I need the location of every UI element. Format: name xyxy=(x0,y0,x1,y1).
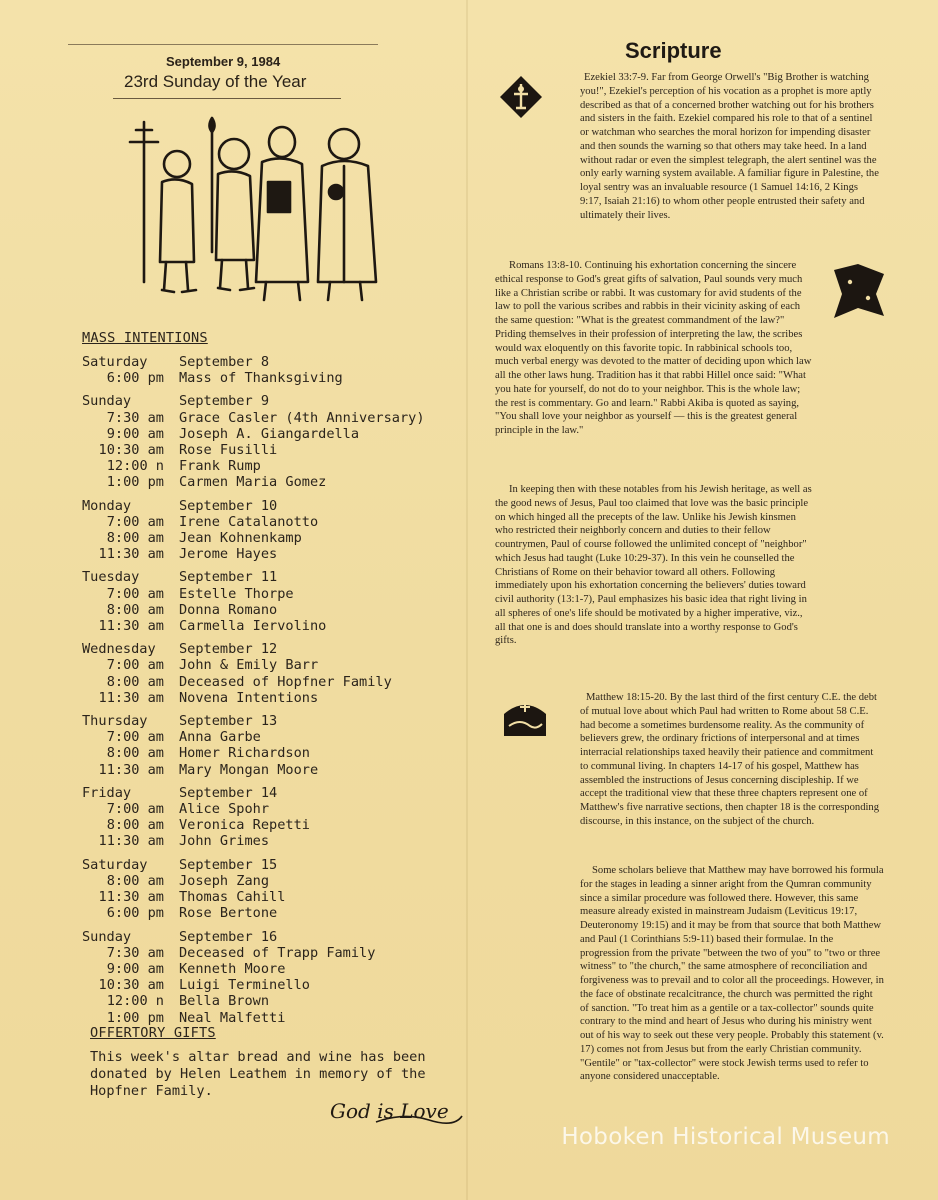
mass-time: 8:00 am xyxy=(106,817,164,834)
mass-intentions-title: MASS INTENTIONS xyxy=(82,330,208,346)
museum-watermark: Hoboken Historical Museum xyxy=(561,1124,890,1150)
scripture-ezekiel: Ezekiel 33:7-9. Far from George Orwell's "Big Brother is watching you!", Ezekiel's perception of his vocation as a prophet is more aptly described as that of a concerned brother watching out for his brothers and sisters in the faith. Ezekiel compared his role to that of a sentinel or watchman who searches the moral horizon for impending disaster and then sounds the warning so that others may take heed. In a land without radar or even the simplest telegraph, the alert sentinel was the only early warning system available. A familiar figure in Palestine, the loyal sentry was an invaluable resource (1 Samuel 14:16, 2 Kings 9:17, Isaiah 21:16) to whom other people entrusted their safety and ultimately their lives. xyxy=(580,72,879,221)
mass-time: 8:00 am xyxy=(106,601,164,618)
mass-time: 7:00 am xyxy=(106,657,164,674)
mass-intention: Mary Mongan Moore xyxy=(179,761,319,778)
scripture-matthew-continued: Some scholars believe that Matthew may have borrowed his formula for the stages in leading a sinner aright from the Qumran community since a similar procedure was followed there. However, this same measure already existed in mainstream Judaism (Leviticus 19:17, Deuteronomy 19:15) and it may be from that source that both Matthew and Paul (1 Corinthians 5:9-11) based their formulae. In the progression from the private "between the two of you" to "two or three witness" to "the church," the same atmosphere of reconciliation and forgiveness was to prevail and to color all the proceedings. However, in the face of obstinate recalcitrance, the church was permitted the right of sanction. "To treat him as a gentile or a tax-collector" sounds quite contrary to the mind and heart of Jesus who during his ministry went out of his way to seek out these very people. Probably this statement (v. 17) comes not from Jesus but from the early Christian community. "Gentile" or "tax-collector" were stock Jewish terms used to refer to anyone considered unacceptable. xyxy=(580,865,884,1083)
mass-intention: John & Emily Barr xyxy=(179,657,319,674)
day-date: September 12 xyxy=(179,641,278,658)
mass-intention: Novena Intentions xyxy=(179,689,319,706)
day-date: September 15 xyxy=(179,856,278,873)
day-date: September 9 xyxy=(179,393,270,410)
mass-intention: Rose Bertone xyxy=(179,905,278,922)
mass-time: 12:00 n xyxy=(106,993,164,1010)
tablets-of-law-icon xyxy=(830,260,888,322)
day-block xyxy=(82,569,462,634)
day-date: September 13 xyxy=(179,713,278,730)
procession-illustration xyxy=(122,112,390,308)
day-block xyxy=(82,857,462,922)
day-block xyxy=(82,354,462,386)
day-block xyxy=(82,785,462,850)
mass-time: 9:00 am xyxy=(106,960,164,977)
day-name: Wednesday xyxy=(82,641,156,658)
mass-time: 11:30 am xyxy=(98,889,164,906)
mass-intention: Estelle Thorpe xyxy=(179,585,294,602)
handshake-cross-icon xyxy=(500,696,550,742)
mass-intention: Rose Fusilli xyxy=(179,442,278,459)
mass-time: 10:30 am xyxy=(98,442,164,459)
mass-intention: Homer Richardson xyxy=(179,745,310,762)
mass-intention: Kenneth Moore xyxy=(179,960,286,977)
signature-flourish-icon xyxy=(374,1108,464,1128)
mass-time: 8:00 am xyxy=(106,530,164,547)
bulletin-date: September 9, 1984 xyxy=(166,54,281,69)
mass-intentions xyxy=(82,330,462,1033)
day-date: September 14 xyxy=(179,784,278,801)
mass-intention: John Grimes xyxy=(179,833,270,850)
mass-time: 7:30 am xyxy=(106,409,164,426)
day-name: Monday xyxy=(82,497,132,514)
offertory-gifts xyxy=(90,1025,460,1100)
mass-intention: Alice Spohr xyxy=(179,801,270,818)
mass-time: 12:00 n xyxy=(106,458,164,475)
day-name: Friday xyxy=(82,784,132,801)
mass-intention: Donna Romano xyxy=(179,601,278,618)
day-date: September 10 xyxy=(179,497,278,514)
mass-time: 11:30 am xyxy=(98,761,164,778)
day-name: Tuesday xyxy=(82,569,140,586)
mass-time: 7:00 am xyxy=(106,729,164,746)
mass-time: 11:30 am xyxy=(98,833,164,850)
god-is-love-signature: God is Love xyxy=(330,1099,449,1123)
scripture-matthew: Matthew 18:15-20. By the last third of the first century C.E. the debt of mutual love about which Paul had written to Rome about 58 C.E. had become a sometimes burdensome reality. As the community of believers grew, the ordinary frictions of interpersonal and at times interracial relationships taxed heavily their patience and commitment to communal living. In chapters 14-17 of his gospel, Matthew has assembled the instructions of Jesus concerning discipleship. If we accept the traditional view that these three chapters represent one of Matthew's five narrative sections, then chapter 18 is the corresponding discourse, in this instance, on the subject of the church. xyxy=(580,692,880,827)
day-block xyxy=(82,929,462,1026)
day-name: Saturday xyxy=(82,856,148,873)
mass-time: 6:00 pm xyxy=(106,905,164,922)
mass-intention: Anna Garbe xyxy=(179,729,261,746)
mass-time: 8:00 am xyxy=(106,872,164,889)
day-block xyxy=(82,498,462,563)
mass-intention: Jerome Hayes xyxy=(179,546,278,563)
offertory-title: OFFERTORY GIFTS xyxy=(90,1025,216,1041)
mass-intention: Irene Catalanotto xyxy=(179,513,319,530)
mass-intention: Carmen Maria Gomez xyxy=(179,474,327,491)
scripture-title: Scripture xyxy=(625,38,722,63)
mass-intention: Frank Rump xyxy=(179,458,261,475)
day-block xyxy=(82,713,462,778)
day-name: Thursday xyxy=(82,713,148,730)
mass-time: 11:30 am xyxy=(98,546,164,563)
mass-intention: Jean Kohnenkamp xyxy=(179,530,302,547)
mass-intention: Deceased of Hopfner Family xyxy=(179,673,392,690)
mass-time: 7:00 am xyxy=(106,585,164,602)
mass-time: 8:00 am xyxy=(106,745,164,762)
mass-intention: Joseph Zang xyxy=(179,872,270,889)
mass-intention: Joseph A. Giangardella xyxy=(179,425,360,442)
mass-time: 6:00 pm xyxy=(106,370,164,387)
mass-time: 7:00 am xyxy=(106,801,164,818)
sentinel-diamond-icon xyxy=(498,74,544,120)
scripture-romans-continued: In keeping then with these notables from his Jewish heritage, as well as the good news of Jesus, Paul too claimed that love was the basic principle on which hinged all the precepts of the law. Unlike his Jewish kinsmen who restricted their neighborly concern and duties to their fellow countrymen, Paul of course followed the unlimited concept of "neighbor" which Jesus had taught (Luke 10:29-37). In this vein he counselled the Christians of Rome on their behavior toward all others. Following immediately upon his exhortation concerning the believers' duties toward civil authority (13:1-7), Paul emphasizes his basic idea that right living in all spheres of one's life should be motivated by a higher imperative, viz., all that one is and does should translate into a worthy response to God's gifts. xyxy=(495,484,812,647)
mass-time: 11:30 am xyxy=(98,618,164,635)
mass-time: 8:00 am xyxy=(106,673,164,690)
scripture-romans: Romans 13:8-10. Continuing his exhortation concerning the sincere ethical response to God's great gifts of salvation, Paul sounds very much like a Christian scribe or rabbi. It was customary for avid students of the law to poll the various scribes and rabbis in their vicinity asking of each the same question: "What is the greatest commandment of the law?" Priding themselves in their profession of interpreting the law, the scribes would wax eloquently on this favorite topic. In rabbinical schools too, much verbal energy was devoted to the matter of deciding upon which law all the other laws hung. Tradition has it that rabbi Hillel once said: "What you hate for yourself, do not do to your neighbor. This is the whole law; the rest is commentary. Go and learn." Rabbi Akiba is quoted as saying, "You shall love your neighbor as yourself — this is the greatest general principle in the law." xyxy=(495,260,812,436)
day-block xyxy=(82,393,462,490)
day-name: Sunday xyxy=(82,393,132,410)
day-date: September 11 xyxy=(179,569,278,586)
page-fold xyxy=(466,0,468,1200)
mass-time: 9:00 am xyxy=(106,425,164,442)
mass-intention: Neal Malfetti xyxy=(179,1009,286,1026)
mass-intention: Veronica Repetti xyxy=(179,817,310,834)
mass-intention: Thomas Cahill xyxy=(179,889,286,906)
day-block xyxy=(82,641,462,706)
mass-intention: Mass of Thanksgiving xyxy=(179,370,343,387)
mass-intention: Deceased of Trapp Family xyxy=(179,944,376,961)
mass-time: 7:00 am xyxy=(106,513,164,530)
offertory-text: This week's altar bread and wine has been donated by Helen Leathem in memory of the Hopfner Family. xyxy=(90,1049,426,1099)
header-underline xyxy=(113,98,341,99)
header-rule xyxy=(68,44,378,45)
mass-intention: Carmella Iervolino xyxy=(179,618,327,635)
liturgical-sunday: 23rd Sunday of the Year xyxy=(124,72,307,91)
day-date: September 16 xyxy=(179,928,278,945)
mass-time: 10:30 am xyxy=(98,977,164,994)
mass-time: 1:00 pm xyxy=(106,474,164,491)
mass-intention: Bella Brown xyxy=(179,993,270,1010)
day-date: September 8 xyxy=(179,354,270,370)
mass-intention: Luigi Terminello xyxy=(179,977,310,994)
mass-time: 11:30 am xyxy=(98,689,164,706)
day-name: Saturday xyxy=(82,354,148,370)
mass-time: 1:00 pm xyxy=(106,1009,164,1026)
mass-intention: Grace Casler (4th Anniversary) xyxy=(179,409,425,426)
mass-time: 7:30 am xyxy=(106,944,164,961)
day-name: Sunday xyxy=(82,928,132,945)
